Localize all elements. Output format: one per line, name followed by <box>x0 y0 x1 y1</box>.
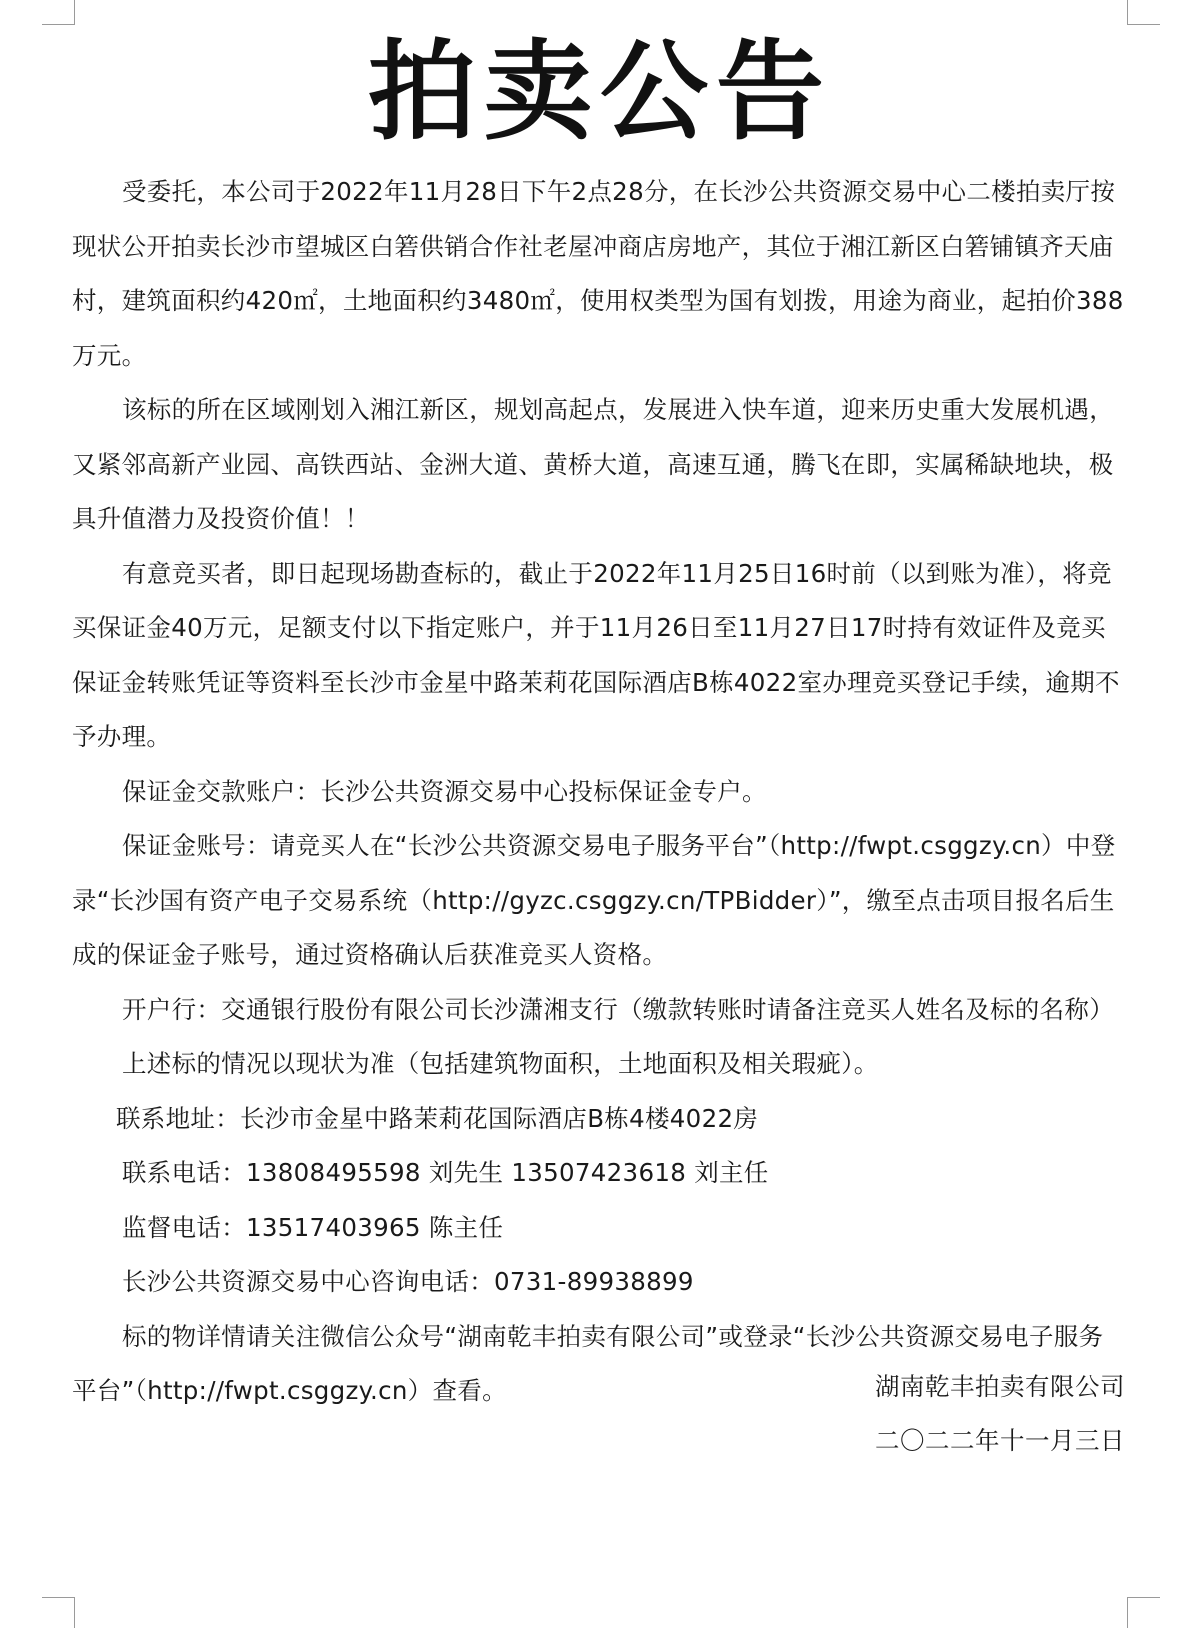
paragraph-location-value: 该标的所在区域刚划入湘江新区，规划高起点，发展进入快车道，迎来历史重大发展机遇，又紧邻高新产业园、高铁西站、金洲大道、黄桥大道，高速互通，腾飞在即，实属稀缺地块，极具升值潜力及投资价值！！ <box>72 395 1114 533</box>
paragraph-bidder-requirements: 有意竞买者，即日起现场勘查标的，截止于2022年11月25日16时前（以到账为准），将竞买保证金40万元，足额支付以下指定账户，并于11月26日至11月27日17时持有效证件及竞买保证金转账凭证等资料至长沙市金星中路茉莉花国际酒店B栋4022室办理竞买登记手续，逾期不予办理。 <box>72 558 1120 751</box>
paragraph-contact-address: 联系地址：长沙市金星中路茉莉花国际酒店B栋4楼4022房 <box>116 1103 759 1133</box>
paragraph-auction-details: 受委托，本公司于2022年11月28日下午2点28分，在长沙公共资源交易中心二楼拍卖厅按现状公开拍卖长沙市望城区白箬供销合作社老屋冲商店房地产，其位于湘江新区白箬铺镇齐天庙村，建筑面积约420㎡，土地面积约3480㎡，使用权类型为国有划拨，用途为商业，起拍价388万元。 <box>72 177 1124 370</box>
crop-mark-top-right <box>1127 0 1160 25</box>
crop-mark-bottom-left <box>42 1597 75 1628</box>
paragraph-more-info: 标的物详情请关注微信公众号“湖南乾丰拍卖有限公司”或登录“长沙公共资源交易电子服务平台”（http://fwpt.csggzy.cn）查看。 <box>72 1321 1104 1405</box>
paragraph-status-note: 上述标的情况以现状为准（包括建筑物面积，土地面积及相关瑕疵）。 <box>122 1049 879 1078</box>
crop-mark-bottom-right <box>1127 1597 1160 1628</box>
paragraph-supervision-phone: 监督电话：13517403965 陈主任 <box>122 1212 504 1242</box>
announcement-body <box>72 165 1128 1419</box>
signature-block <box>875 1360 1125 1468</box>
crop-mark-top-left <box>42 0 75 25</box>
signature-company: 湖南乾丰拍卖有限公司 <box>875 1372 1125 1401</box>
paragraph-deposit-number: 保证金账号：请竞买人在“长沙公共资源交易电子服务平台”（http://fwpt.csggzy.cn）中登录“长沙国有资产电子交易系统（http://gyzc.csggzy.cn/TPBidder）”，缴至点击项目报名后生成的保证金子账号，通过资格确认后获准竞买人资格。 <box>72 831 1116 969</box>
paragraph-deposit-account: 保证金交款账户：长沙公共资源交易中心投标保证金专户。 <box>122 776 767 806</box>
paragraph-contact-phone: 联系电话：13808495598 刘先生 13507423618 刘主任 <box>122 1158 769 1187</box>
paragraph-consult-phone: 长沙公共资源交易中心咨询电话：0731-89938899 <box>122 1267 694 1296</box>
signature-date: 二〇二二年十一月三日 <box>875 1426 1125 1455</box>
page-title: 拍卖公告 <box>367 30 832 155</box>
paragraph-bank: 开户行：交通银行股份有限公司长沙潇湘支行（缴款转账时请备注竞买人姓名及标的名称） <box>122 994 1114 1024</box>
